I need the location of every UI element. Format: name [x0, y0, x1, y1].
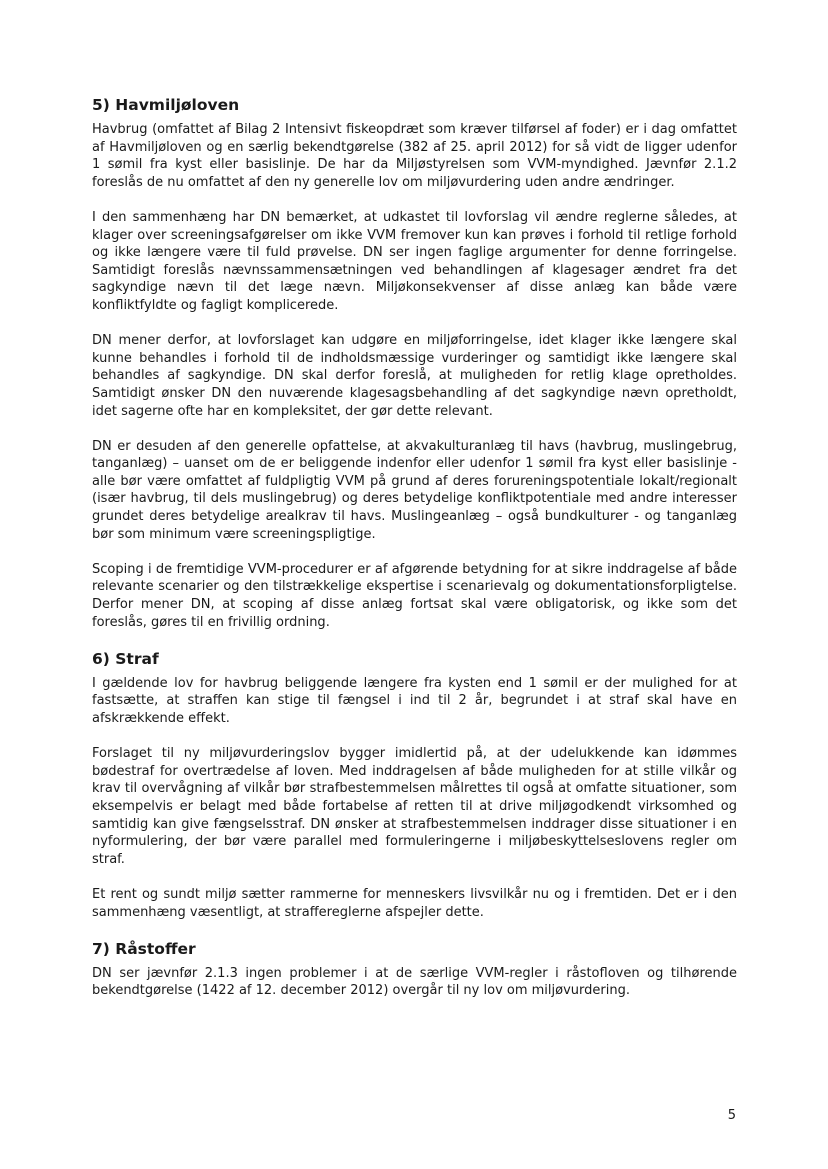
section-rastoffer	[92, 939, 737, 1000]
document-body	[92, 95, 737, 1018]
paragraph: DN ser jævnfør 2.1.3 ingen problemer i at de særlige VVM-regler i råstofloven og tilhørende bekendtgørelse (1422 af 12. december 2012) overgår til ny lov om miljøvurdering.	[92, 965, 737, 999]
paragraph: Scoping i de fremtidige VVM-procedurer er af afgørende betydning for at sikre inddragelse af både relevante scenarier og den tilstrækkelige ekspertise i scenarievalg og dokumentationsforpligtelse. Derfor mener DN, at scoping af disse anlæg fortsat skal være obligatorisk, og ikke som det foreslås, gøres til en frivillig ordning.	[92, 561, 737, 630]
paragraph: I den sammenhæng har DN bemærket, at udkastet til lovforslag vil ændre reglerne således, at klager over screeningsafgørelser om ikke VVM fremover kun kan prøves i forhold til retlige forhold og ikke længere være til fuld prøvelse. DN ser ingen faglige argumenter for denne forringelse. Samtidigt foreslås nævnssammensætningen ved behandlingen af klagesager ændret fra det sagkyndige nævn til det læge nævn. Miljøkonsekvenser af disse anlæg kan både være konfliktfyldte og fagligt komplicerede.	[92, 209, 737, 313]
section-havmiljoloven	[92, 95, 737, 631]
paragraph: DN er desuden af den generelle opfattelse, at akvakulturanlæg til havs (havbrug, muslingebrug, tanganlæg) – uanset om de er beliggende indenfor eller udenfor 1 sømil fra kyst eller basislinje - alle bør være omfattet af fuldpligtig VVM på grund af deres forureningspotentiale lokalt/regionalt (især havbrug, til dels muslingebrug) og deres betydelige konfliktpotentiale med andre interesser grundet deres betydelige arealkrav til havs. Muslingeanlæg – også bundkulturer - og tanganlæg bør som minimum være screeningspligtige.	[92, 438, 737, 542]
paragraph: Et rent og sundt miljø sætter rammerne for menneskers livsvilkår nu og i fremtiden. Det er i den sammenhæng væsentligt, at straffereglerne afspejler dette.	[92, 886, 737, 920]
section-heading: 7) Råstoffer	[92, 939, 196, 958]
section-heading: 6) Straf	[92, 649, 159, 668]
section-straf	[92, 649, 737, 921]
paragraph: Forslaget til ny miljøvurderingslov bygger imidlertid på, at der udelukkende kan idømmes bødestraf for overtrædelse af loven. Med inddragelsen af både muligheden for at stille vilkår og krav til overvågning af vilkår bør strafbestemmelsen målrettes til også at omfatte situationer, som eksempelvis er belagt med både fortabelse af retten til at drive miljøgodkendt virksomhed og samtidig kan give fængselsstraf. DN ønsker at strafbestemmelsen inddrager disse situationer i en nyformulering, der bør være parallel med formuleringerne i miljøbeskyttelseslovens regler om straf.	[92, 746, 737, 867]
section-heading: 5) Havmiljøloven	[92, 96, 240, 114]
page-number: 5	[727, 1108, 736, 1123]
paragraph: I gældende lov for havbrug beliggende længere fra kysten end 1 sømil er der mulighed for at fastsætte, at straffen kan stige til fængsel i ind til 2 år, begrundet i at straf skal have en afskrækkende effekt.	[92, 675, 737, 726]
paragraph: Havbrug (omfattet af Bilag 2 Intensivt fiskeopdræt som kræver tilførsel af foder) er i dag omfattet af Havmiljøloven og en særlig bekendtgørelse (382 af 25. april 2012) for så vidt de ligger udenfor 1 sømil fra kyst eller basislinje. De har da Miljøstyrelsen som VVM-myndighed. Jævnfør 2.1.2 foreslås de nu omfattet af den ny generelle lov om miljøvurdering uden andre ændringer.	[92, 122, 737, 190]
paragraph: DN mener derfor, at lovforslaget kan udgøre en miljøforringelse, idet klager ikke længere skal kunne behandles i forhold til de indholdsmæssige vurderinger og samtidigt ikke længere skal behandles af sagkyndige. DN skal derfor foreslå, at muligheden for retlig klage opretholdes. Samtidigt ønsker DN den nuværende klagesagsbehandling af det sagkyndige nævn opretholdt, idet sagerne ofte har en kompleksitet, der gør dette relevant.	[92, 333, 737, 419]
